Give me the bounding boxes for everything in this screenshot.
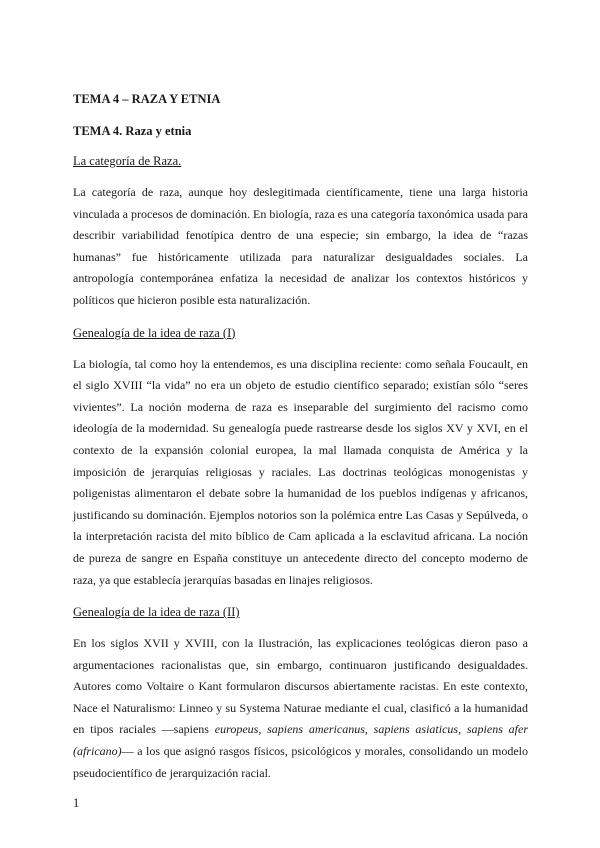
section-paragraph-genealogia-2 <box>73 633 528 784</box>
page-number: 1 <box>73 796 80 810</box>
section-heading-raza: La categoría de Raza. <box>73 154 182 168</box>
document-subtitle: TEMA 4. Raza y etnia <box>73 124 192 138</box>
section-heading-genealogia-1: Genealogía de la idea de raza (I) <box>73 325 236 340</box>
paragraph-text-part: — a los que asignó rasgos físicos, psicológicos y morales, consolidando un modelo pseudocientífico de jerarquización racial. <box>73 744 528 780</box>
document-title: TEMA 4 – RAZA Y ETNIA <box>73 92 221 106</box>
paragraph-italic-species: europeus, sapiens americanus, sapiens asiaticus, sapiens afer (africano) <box>73 722 528 759</box>
document-body <box>73 90 528 796</box>
section-paragraph-genealogia-1: La biología, tal como hoy la entendemos, es una disciplina reciente: como señala Foucault, en el siglo XVIII “la vida” no era un objeto de estudio científico separado; existían sólo “seres vivientes”. La noción moderna de raza es inseparable del surgimiento del racismo como ideología de la modernidad. Su genealogía puede rastrearse desde los siglos XV y XVI, en el contexto de la expansión colonial europea, la mal llamada conquista de América y la imposición de jerarquías religiosas y raciales. Las doctrinas teológicas monogenistas y poligenistas alimentaron el debate sobre la humanidad de los pueblos indígenas y africanos, justificando su dominación. Ejemplos notorios son la polémica entre Las Casas y Sepúlveda, o la interpretación racista del mito bíblico de Cam aplicada a la esclavitud africana. La noción de pureza de sangre en España constituye un antecedente directo del concepto moderno de raza, ya que establecía jerarquías basadas en linajes religiosos. <box>73 356 528 587</box>
section-paragraph-raza: La categoría de raza, aunque hoy deslegitimada científicamente, tiene una larga historia vinculada a procesos de dominación. En biología, raza es una categoría taxonómica usada para describir variabilidad fenotípica dentro de una especie; sin embargo, la idea de “razas humanas” fue históricamente utilizada para naturalizar desigualdades sociales. La antropología contemporánea enfatiza la necesidad de analizar los contextos históricos y políticos que hicieron posible esta naturalización. <box>73 185 528 307</box>
section-heading-genealogia-2: Genealogía de la idea de raza (II) <box>73 605 240 620</box>
paragraph-text-part: En los siglos XVII y XVIII, con la Ilustración, las explicaciones teológicas dieron paso a argumentaciones racionalistas que, sin embargo, continuaron justificando desigualdades. Autores como Voltaire o Kant formularon discursos abiertamente racistas. En este contexto, Nace el Naturalismo: Linneo y su Systema Naturae mediante el cual, clasificó a la humanidad en tipos raciales —sapiens <box>73 636 528 737</box>
